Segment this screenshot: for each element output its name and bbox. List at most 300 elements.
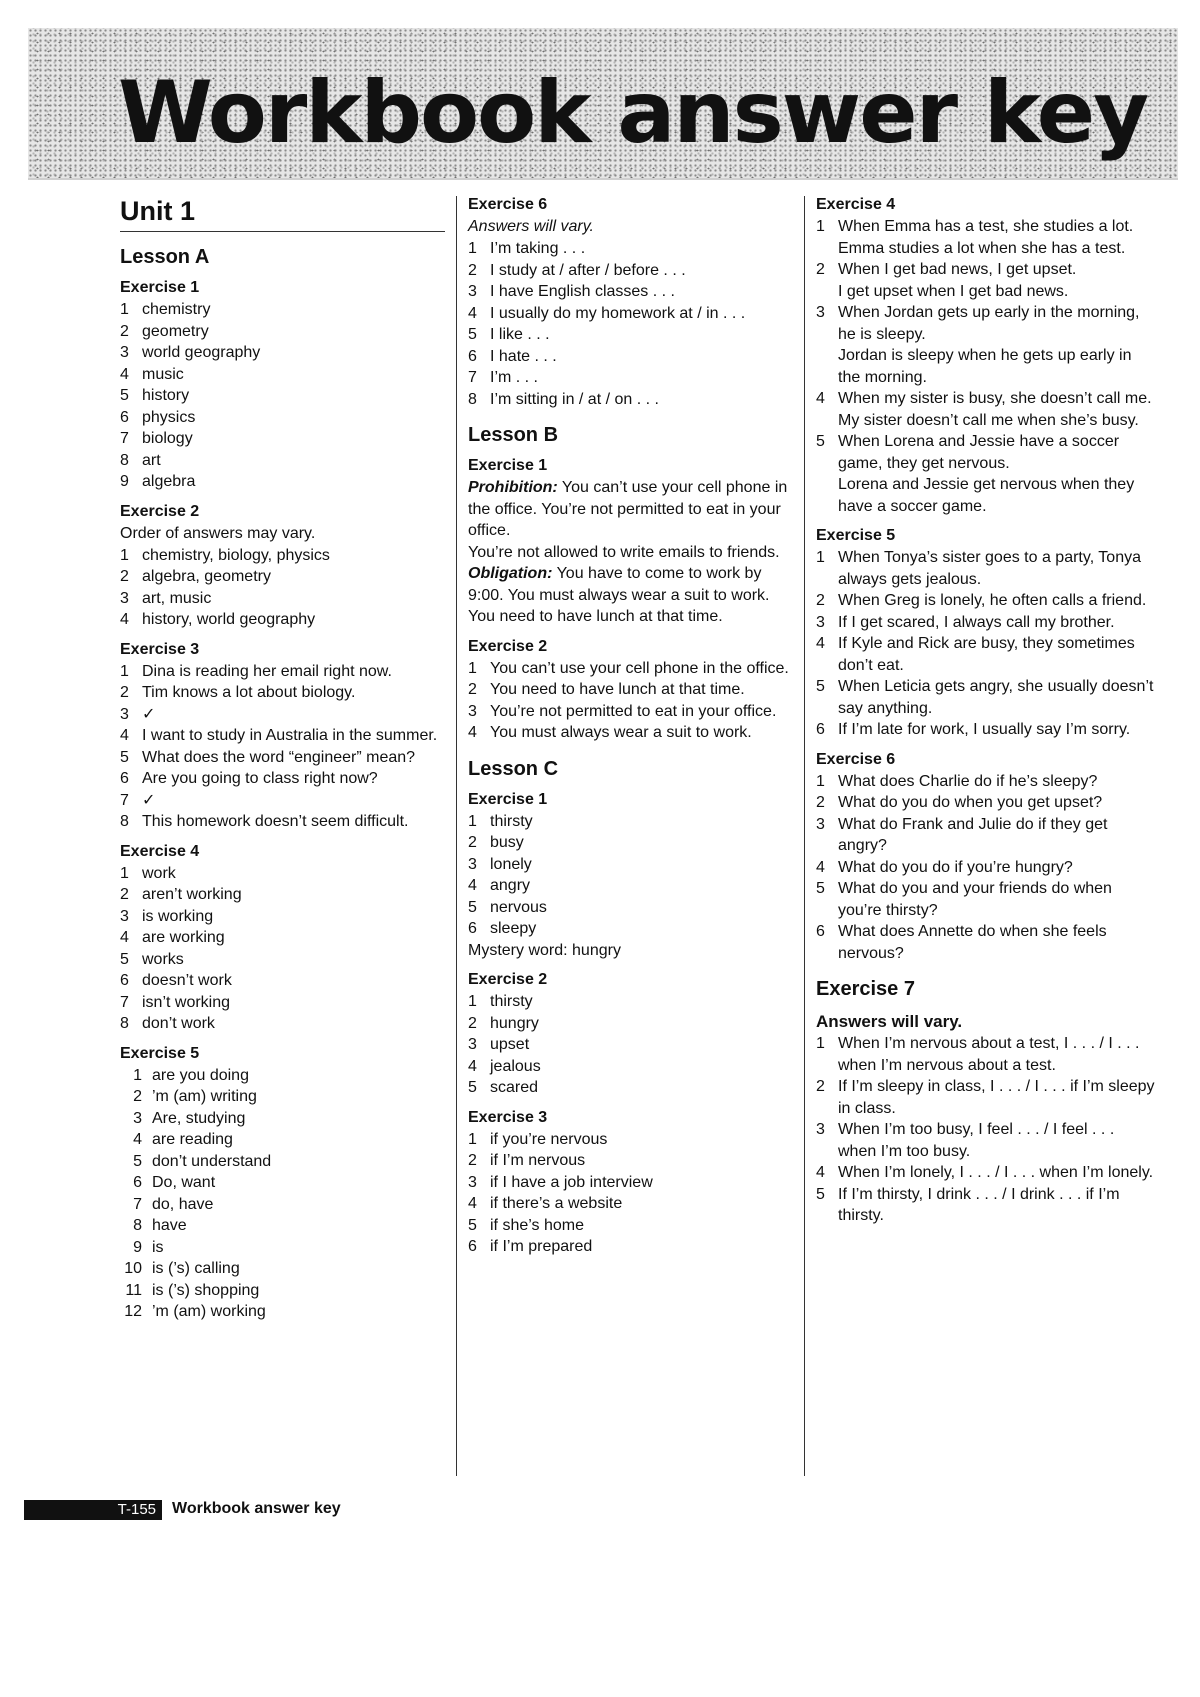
item-text: if you’re nervous (490, 1130, 608, 1148)
answer-item (120, 1215, 450, 1237)
answer-item (120, 1258, 450, 1280)
item-text: ✓ (142, 791, 156, 809)
item-text: biology (142, 430, 193, 447)
exercise-heading: Exercise 5 (120, 1044, 200, 1062)
answer-list (468, 811, 796, 940)
column-divider (456, 196, 457, 1476)
item-number: 2 (468, 261, 477, 279)
item-text: thirsty (490, 993, 533, 1010)
answer-item (468, 991, 796, 1013)
item-text: is (’s) shopping (152, 1281, 260, 1299)
answer-item (816, 857, 1156, 879)
item-number: 2 (120, 568, 129, 585)
item-number: 4 (468, 724, 477, 741)
item-text: What do you and your friends do when you’re thirsty? (838, 880, 1112, 919)
item-text: I usually do my homework at / in . . . (490, 304, 746, 322)
item-text: work (142, 864, 176, 882)
exercise-heading: Exercise 3 (468, 1108, 548, 1126)
item-line: When Lorena and Jessie have a soccer game, they get nervous. (838, 433, 1120, 472)
answer-item (468, 324, 796, 346)
obligation-label: Obligation: (468, 565, 553, 582)
answer-list (120, 1065, 450, 1323)
answer-item (120, 768, 450, 790)
item-text: if there’s a website (490, 1195, 623, 1212)
exercise-heading: Exercise 2 (120, 502, 200, 520)
answer-item (816, 216, 1156, 259)
page-title: Workbook answer key (118, 63, 1148, 163)
item-text: I study at / after / before . . . (490, 261, 686, 279)
exercise-heading: Exercise 2 (468, 971, 548, 988)
item-text: scared (490, 1079, 539, 1096)
lesson-b-heading: Lesson B (468, 424, 559, 446)
answer-item (120, 1108, 450, 1130)
item-text: Dina is reading her email right now. (142, 662, 392, 680)
item-line: When my sister is busy, she doesn’t call me. (838, 390, 1152, 407)
item-text: works (142, 950, 184, 968)
answer-item (120, 992, 450, 1014)
item-text: is (’s) calling (152, 1260, 240, 1277)
answer-item (816, 1162, 1156, 1184)
item-line: Lorena and Jessie get nervous when they have a soccer game. (838, 476, 1135, 515)
answer-item (120, 949, 450, 971)
answer-item (120, 1013, 450, 1035)
answer-list (468, 991, 796, 1099)
obligation-text: You have to come to work by 9:00. You must always wear a suit to work. You need to have lunch at that time. (468, 565, 770, 625)
item-line: When Emma has a test, she studies a lot. (838, 218, 1134, 235)
item-text (838, 431, 1156, 517)
item-text: sleepy (490, 920, 537, 937)
item-number: 3 (120, 344, 129, 361)
answer-item (468, 722, 796, 744)
item-number: 1 (120, 864, 129, 882)
exercise-heading: Exercise 3 (120, 640, 200, 658)
item-number: 5 (816, 678, 825, 695)
answer-item (120, 545, 450, 567)
answer-item (120, 471, 450, 493)
item-text: ’m (am) working (152, 1303, 266, 1320)
answer-item (468, 658, 796, 680)
exercise-heading: Exercise 5 (816, 527, 896, 544)
item-text: When I’m nervous about a test, I . . . / I . . . when I’m nervous about a test. (838, 1035, 1140, 1074)
answer-item (816, 547, 1156, 590)
exercise-heading: Exercise 6 (816, 750, 896, 768)
item-number: 5 (816, 433, 825, 450)
item-number: 1 (468, 1130, 477, 1148)
item-text: is (152, 1238, 164, 1256)
item-text: if I’m nervous (490, 1152, 586, 1169)
item-text: geometry (142, 322, 209, 340)
item-number: 4 (816, 1164, 825, 1181)
answer-item (120, 428, 450, 450)
item-number: 4 (816, 390, 825, 407)
item-text: I want to study in Australia in the summer. (142, 727, 438, 744)
item-text: When Leticia gets angry, she usually doesn’t say anything. (838, 678, 1154, 717)
prohibition-text: You can’t use your cell phone in the office. You’re not permitted to eat in your office. (468, 479, 788, 539)
answer-list (468, 1129, 796, 1258)
item-text: You can’t use your cell phone in the office. (490, 659, 789, 677)
item-text: What does Annette do when she feels nervous? (838, 923, 1107, 962)
item-number: 1 (468, 659, 477, 677)
answer-item (120, 906, 450, 928)
answer-item (468, 1215, 796, 1237)
item-text: have (152, 1217, 187, 1234)
item-number: 2 (816, 1078, 825, 1095)
answer-item (816, 676, 1156, 719)
item-line: I get upset when I get bad news. (838, 282, 1069, 300)
item-text: history (142, 387, 190, 404)
answer-item (816, 388, 1156, 431)
item-number: 1 (120, 301, 129, 318)
exercise-heading: Exercise 1 (468, 457, 548, 474)
item-text: are you doing (152, 1066, 249, 1084)
item-number: 7 (468, 369, 477, 386)
exercise-note: Answers will vary. (816, 1012, 963, 1031)
answer-item (120, 588, 450, 610)
item-text: aren’t working (142, 886, 242, 903)
answer-list (816, 216, 1156, 517)
item-number: 4 (120, 365, 129, 383)
column-1 (120, 196, 450, 1323)
item-text: What does the word “engineer” mean? (142, 748, 416, 766)
column-2 (468, 196, 796, 1258)
item-text (838, 388, 1156, 431)
answer-item (468, 281, 796, 303)
answer-item (468, 1193, 796, 1215)
obligation-paragraph (468, 563, 796, 628)
item-text: are working (142, 929, 225, 946)
item-number: 7 (133, 1195, 142, 1213)
item-number: 3 (120, 907, 129, 925)
answer-item (468, 346, 796, 368)
answer-item (468, 1150, 796, 1172)
answer-item (816, 878, 1156, 921)
item-text: world geography (142, 344, 261, 361)
item-number: 9 (120, 473, 129, 490)
answer-item (468, 918, 796, 940)
item-number: 7 (120, 430, 129, 447)
item-text: is working (142, 907, 214, 925)
item-text: algebra (142, 473, 196, 490)
item-text: If I’m sleepy in class, I . . . / I . . . if I’m sleepy in class. (838, 1078, 1155, 1117)
mystery-word: Mystery word: hungry (468, 941, 621, 959)
answer-list (468, 658, 796, 744)
item-number: 9 (133, 1238, 142, 1256)
answer-item (120, 884, 450, 906)
answer-item (468, 701, 796, 723)
item-text: jealous (490, 1057, 541, 1075)
exercise-heading: Exercise 1 (468, 790, 548, 808)
answer-item (120, 299, 450, 321)
item-line: Jordan is sleepy when he gets up early in the morning. (838, 347, 1132, 386)
answer-item (468, 1077, 796, 1099)
item-text: Tim knows a lot about biology. (142, 684, 356, 701)
exercise-note: Order of answers may vary. (120, 524, 316, 542)
item-number: 6 (816, 923, 825, 940)
item-number: 3 (133, 1109, 142, 1127)
item-text: Do, want (152, 1174, 216, 1191)
item-number: 1 (816, 218, 825, 235)
exercise-heading: Exercise 6 (468, 196, 548, 213)
answer-item (816, 431, 1156, 517)
answer-item (120, 811, 450, 833)
item-number: 5 (120, 950, 129, 968)
answer-item (120, 385, 450, 407)
answer-item (816, 814, 1156, 857)
item-number: 2 (120, 886, 129, 903)
item-number: 4 (816, 635, 825, 652)
item-text: You’re not permitted to eat in your office. (490, 702, 777, 720)
lesson-c-heading: Lesson C (468, 757, 559, 780)
prohibition-paragraph-2: You’re not allowed to write emails to friends. (468, 543, 780, 561)
answer-item (468, 1236, 796, 1258)
exercise-heading: Exercise 1 (120, 279, 200, 296)
item-text: Are, studying (152, 1109, 246, 1127)
answer-item (120, 704, 450, 726)
item-text: upset (490, 1036, 530, 1053)
exercise-heading: Exercise 2 (468, 637, 548, 655)
item-number: 2 (468, 834, 477, 851)
item-number: 1 (816, 549, 825, 566)
item-text: isn’t working (142, 993, 231, 1011)
answer-item (468, 811, 796, 833)
item-text: chemistry, biology, physics (142, 546, 330, 564)
answer-item (120, 407, 450, 429)
item-number: 2 (120, 322, 129, 340)
prohibition-paragraph (468, 477, 796, 542)
answer-item (468, 303, 796, 325)
item-text: When I’m lonely, I . . . / I . . . when I’m lonely. (838, 1164, 1154, 1181)
item-number: 4 (468, 877, 477, 894)
item-text (838, 259, 1156, 302)
answer-item (120, 1280, 450, 1302)
lesson-a-heading: Lesson A (120, 246, 210, 268)
item-number: 1 (468, 812, 477, 830)
prohibition-label: Prohibition: (468, 479, 558, 496)
answer-item (120, 661, 450, 683)
item-number: 4 (120, 727, 129, 744)
item-number: 5 (468, 1216, 477, 1234)
item-text: If Kyle and Rick are busy, they sometimes don’t eat. (838, 635, 1135, 674)
answer-item (816, 1119, 1156, 1162)
item-text: When I’m too busy, I feel . . . / I feel . . . when I’m too busy. (838, 1121, 1115, 1160)
item-text: What do Frank and Julie do if they get angry? (838, 815, 1108, 854)
item-number: 1 (120, 546, 129, 564)
item-number: 10 (124, 1260, 142, 1277)
answer-item (468, 1129, 796, 1151)
answer-item (468, 875, 796, 897)
item-text: if I have a job interview (490, 1173, 653, 1191)
item-number: 3 (816, 815, 825, 833)
answer-item (120, 863, 450, 885)
answer-item (816, 1076, 1156, 1119)
item-line: My sister doesn’t call me when she’s busy. (838, 411, 1139, 429)
item-number: 3 (816, 304, 825, 321)
item-number: 5 (816, 1185, 825, 1203)
item-text: nervous (490, 898, 547, 916)
answer-item (120, 1151, 450, 1173)
answer-item (816, 612, 1156, 634)
exercise-heading: Exercise 4 (120, 842, 200, 860)
item-number: 3 (468, 1173, 477, 1191)
item-number: 5 (133, 1152, 142, 1170)
item-number: 5 (468, 1079, 477, 1096)
item-number: 4 (120, 611, 129, 628)
item-number: 5 (120, 748, 129, 766)
answer-item (120, 364, 450, 386)
exercise-heading: Exercise 7 (816, 978, 915, 1000)
answer-item (816, 259, 1156, 302)
answer-item (120, 566, 450, 588)
item-number: 6 (468, 347, 477, 365)
item-text: physics (142, 408, 196, 426)
answer-item (120, 342, 450, 364)
item-number: 4 (468, 1057, 477, 1075)
item-number: 1 (120, 662, 129, 680)
item-text: art (142, 451, 161, 469)
item-number: 8 (468, 390, 477, 408)
item-number: 3 (468, 855, 477, 873)
item-text: I hate . . . (490, 347, 557, 365)
item-number: 6 (468, 1238, 477, 1255)
item-text (838, 216, 1156, 259)
item-number: 6 (120, 972, 129, 989)
item-text: don’t work (142, 1015, 215, 1032)
item-number: 1 (468, 240, 477, 257)
answer-item (468, 1013, 796, 1035)
item-number: 2 (133, 1088, 142, 1105)
item-text: When Tonya’s sister goes to a party, Tonya always gets jealous. (838, 549, 1141, 588)
answer-item (120, 1129, 450, 1151)
answer-item (120, 609, 450, 631)
answer-item (120, 1065, 450, 1087)
exercise-heading: Exercise 4 (816, 196, 896, 213)
answer-list (120, 545, 450, 631)
item-text: music (142, 365, 184, 383)
item-number: 3 (120, 589, 129, 607)
item-number: 3 (468, 1036, 477, 1053)
item-text: busy (490, 834, 524, 851)
answer-item (120, 725, 450, 747)
answer-item (468, 832, 796, 854)
answer-item (468, 260, 796, 282)
item-text: thirsty (490, 812, 533, 830)
item-number: 4 (468, 304, 477, 322)
item-text: hungry (490, 1014, 539, 1032)
answer-list (816, 547, 1156, 741)
item-number: 4 (816, 858, 825, 876)
item-number: 6 (816, 721, 825, 738)
answer-item (816, 792, 1156, 814)
answer-item (816, 921, 1156, 964)
item-number: 4 (120, 929, 129, 946)
item-number: 1 (133, 1066, 142, 1084)
item-number: 2 (120, 684, 129, 701)
item-number: 11 (125, 1281, 142, 1299)
item-text: When Greg is lonely, he often calls a friend. (838, 592, 1147, 609)
answer-item (120, 1237, 450, 1259)
answer-list (120, 661, 450, 833)
answer-item (468, 367, 796, 389)
answer-item (816, 1184, 1156, 1227)
item-number: 12 (124, 1303, 142, 1320)
answer-item (120, 747, 450, 769)
item-text: if I’m prepared (490, 1238, 593, 1255)
item-text: ✓ (142, 705, 156, 723)
page-number-bar (24, 1500, 162, 1520)
answer-item (816, 771, 1156, 793)
answer-item (120, 970, 450, 992)
item-text: You must always wear a suit to work. (490, 724, 752, 741)
item-text: I’m sitting in / at / on . . . (490, 390, 659, 408)
answer-item (120, 321, 450, 343)
column-3 (816, 196, 1156, 1227)
item-number: 3 (468, 702, 477, 720)
item-number: 1 (816, 772, 825, 790)
item-text: I’m . . . (490, 369, 538, 386)
answer-item (816, 590, 1156, 612)
item-text: chemistry (142, 301, 211, 318)
item-text: This homework doesn’t seem difficult. (142, 813, 409, 830)
item-number: 3 (468, 283, 477, 300)
unit-title: Unit 1 (120, 196, 445, 232)
item-text: I have English classes . . . (490, 283, 675, 300)
item-number: 7 (120, 993, 129, 1011)
answer-item (120, 1301, 450, 1323)
item-text: ’m (am) writing (152, 1088, 257, 1105)
item-text: don’t understand (152, 1152, 272, 1170)
answer-item (120, 1194, 450, 1216)
item-text: If I get scared, I always call my brother. (838, 613, 1115, 631)
answer-list (120, 299, 450, 493)
item-number: 2 (468, 681, 477, 698)
item-text: If I’m late for work, I usually say I’m sorry. (838, 721, 1131, 738)
answer-item (468, 238, 796, 260)
item-text: I like . . . (490, 326, 550, 343)
item-text: What does Charlie do if he’s sleepy? (838, 772, 1098, 790)
answer-list (120, 863, 450, 1035)
answer-item (468, 1172, 796, 1194)
item-number: 6 (468, 920, 477, 937)
item-number: 8 (133, 1217, 142, 1234)
answer-item (120, 790, 450, 812)
item-number: 5 (816, 880, 825, 897)
item-number: 3 (120, 705, 129, 723)
item-number: 4 (133, 1131, 142, 1148)
item-text: Are you going to class right now? (142, 770, 378, 787)
answer-list (468, 238, 796, 410)
answer-list (816, 1033, 1156, 1227)
item-line: When I get bad news, I get upset. (838, 261, 1077, 278)
item-number: 1 (816, 1035, 825, 1052)
item-number: 1 (468, 993, 477, 1010)
item-number: 8 (120, 1015, 129, 1032)
answer-list (816, 771, 1156, 965)
item-number: 6 (133, 1174, 142, 1191)
item-text: do, have (152, 1195, 214, 1213)
column-divider (804, 196, 805, 1476)
item-text: angry (490, 877, 531, 894)
answer-item (468, 854, 796, 876)
item-number: 3 (816, 1121, 825, 1138)
item-text: If I’m thirsty, I drink . . . / I drink . . . if I’m thirsty. (838, 1185, 1120, 1224)
item-number: 3 (816, 613, 825, 631)
answer-item (816, 719, 1156, 741)
item-line: When Jordan gets up early in the morning, he is sleepy. (838, 304, 1140, 343)
item-text: doesn’t work (142, 972, 232, 989)
item-number: 2 (816, 592, 825, 609)
answer-item (816, 302, 1156, 388)
answer-item (816, 633, 1156, 676)
